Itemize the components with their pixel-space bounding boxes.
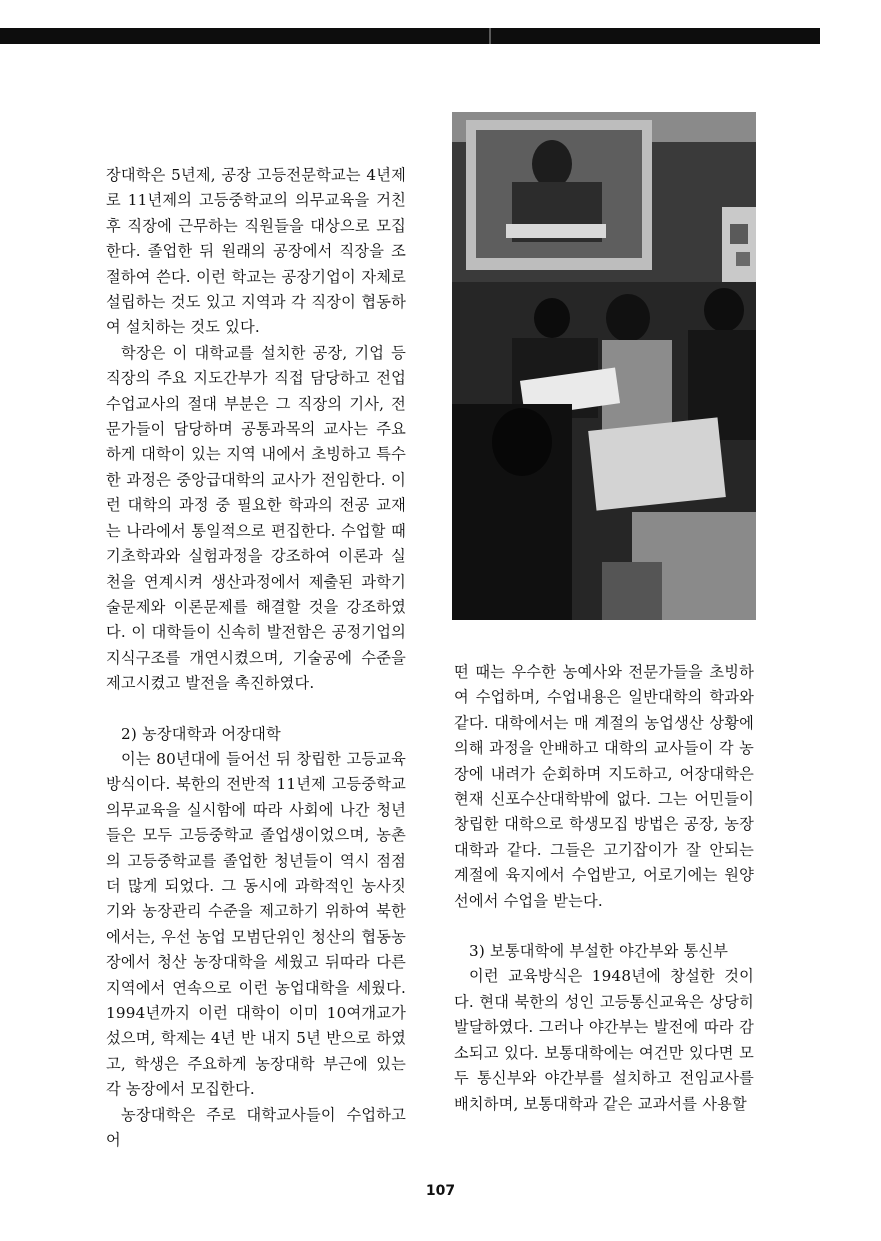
paragraph-2: 학장은 이 대학교를 설치한 공장, 기업 등 직장의 주요 지도간부가 직접 담당하고 전업수업교사의 절대 부분은 그 직장의 기사, 전문가들이 담당하며 공통과목의 교사는 주요하게 대학이 있는 지역 내에서 초빙하고 특수한 과정은 중앙급대학의 교사가 전임한다. 이런 대학의 과정 중 필요한 학과의 전공 교재는 나라에서 통일적으로 편집한다. 수업할 때 기초학과와 실험과정을 강조하여 이론과 실천을 연계시켜 생산과정에서 제출된 과학기술문제와 이론문제를 해결할 것을 강조하였다. 이 대학들이 신속히 발전함은 공정기업의 지식구조를 개연시켰으며, 기술공에 수준을 제고시켰고 발전을 촉진하였다. bbox=[106, 343, 406, 693]
paragraph-1: 장대학은 5년제, 공장 고등전문학교는 4년제로 11년제의 고등중학교의 의무교육을 거친 후 직장에 근무하는 직원들을 대상으로 모집한다. 졸업한 뒤 원래의 공장에서 직장을 조절하여 쓴다. 이런 학교는 공장기업이 자체로 설립하는 것도 있고 지역과 각 직장이 협동하여 설치하는 것도 있다. bbox=[106, 166, 406, 337]
classroom-photo bbox=[452, 112, 756, 620]
paragraph-6: 이런 교육방식은 1948년에 창설한 것이다. 현대 북한의 성인 고등통신교육은 상당히 발달하였다. 그러나 야간부는 발전에 따라 감소되고 있다. 보통대학에는 여건만 있다면 모두 통신부와 야간부를 설치하고 전임교사를 배치하며, 보통대학과 같은 교과서를 사용할 bbox=[454, 967, 754, 1113]
section-heading-night-correspondence: 3) 보통대학에 부설한 야간부와 통신부 bbox=[469, 942, 729, 961]
paragraph-5: 떤 때는 우수한 농예사와 전문가들을 초빙하여 수업하며, 수업내용은 일반대학의 학과와 같다. 대학에서는 매 계절의 농업생산 상황에 의해 과정을 안배하고 대학의 교사들이 각 농장에 내려가 순회하며 지도하고, 어장대학은 현재 신포수산대학밖에 없다. 그는 어민들이 창립한 대학으로 학생모집 방법은 공장, 농장대학과 같다. 그들은 고기잡이가 잘 안되는 계절에 육지에서 수업받고, 어로기에는 원양선에서 수업을 받는다. bbox=[454, 663, 754, 910]
left-text-column bbox=[106, 163, 406, 1153]
paragraph-3: 이는 80년대에 들어선 뒤 창립한 고등교육방식이다. 북한의 전반적 11년제 고등중학교 의무교육을 실시함에 따라 사회에 나간 청년들은 모두 고등중학교 졸업생이었으며, 농촌의 고등중학교를 졸업한 청년들이 역시 점점 더 많게 되었다. 그 동시에 과학적인 농사짓기와 농장관리 수준을 제고하기 위하여 북한에서는, 우선 농업 모범단위인 청산의 협동농장에서 청산 농장대학을 세웠고 뒤따라 다른 지역에서 연속으로 이런 농업대학을 세웠다. 1994년까지 이런 대학이 이미 10여개교가 섰으며, 학제는 4년 반 내지 5년 반으로 하였고, 학생은 주요하게 농장대학 부근에 있는 각 농장에서 모집한다. bbox=[106, 749, 406, 1099]
page-number: 107 bbox=[425, 1183, 456, 1199]
header-bar-divider bbox=[489, 28, 491, 44]
paragraph-4: 농장대학은 주로 대학교사들이 수업하고 어 bbox=[106, 1105, 406, 1150]
header-bar bbox=[0, 28, 820, 44]
section-heading-farm-fishery-colleges: 2) 농장대학과 어장대학 bbox=[121, 724, 281, 743]
right-text-column bbox=[454, 660, 754, 1117]
